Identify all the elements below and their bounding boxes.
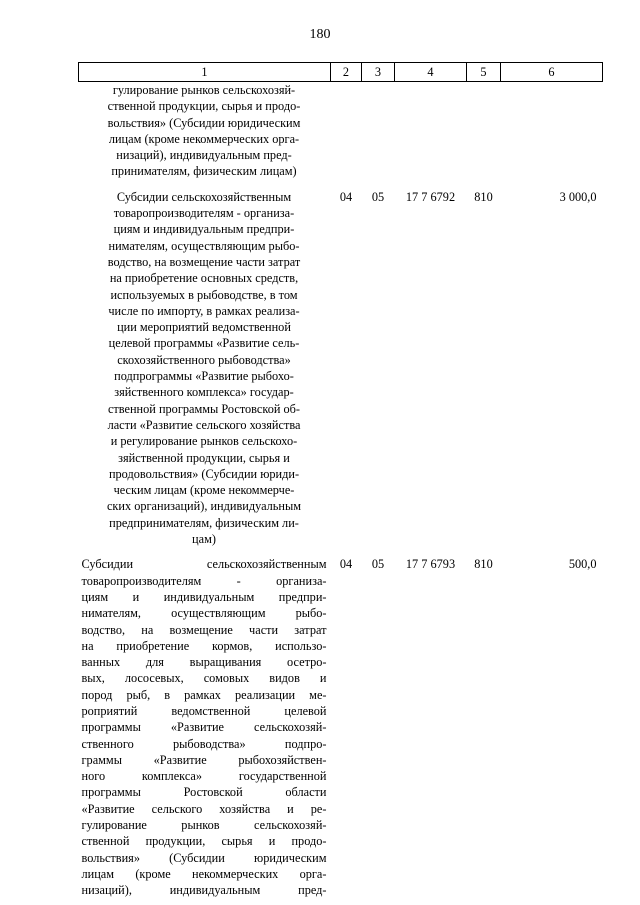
description-line: ских организаций), индивидуальным — [106, 499, 302, 514]
description-line: предпринимателям, физическим ли- — [109, 515, 299, 530]
description-line: Субсидии сельскохозяйственным — [116, 189, 292, 204]
description-line: «Развитие сельского хозяйства и ре- — [81, 801, 327, 816]
description-line: зяйственного комплекса» государ- — [114, 385, 294, 400]
row-section: 04 — [339, 189, 353, 204]
description-line: лицам (кроме некоммерческих орга- — [108, 131, 300, 146]
description-line: программы Ростовской области — [81, 785, 327, 800]
description-line: нимателям, осуществляющим рыбо- — [108, 238, 300, 253]
description-line: пород рыб, в рамках реализации ме- — [81, 687, 327, 702]
column-header-subsection: 3 — [362, 63, 395, 82]
row-description — [79, 556, 331, 898]
description-line: граммы «Развитие рыбохозяйствен- — [81, 752, 327, 767]
description-line: водство, на возмещение части затрат — [107, 254, 301, 269]
description-line: скохозяйственного рыбоводства» — [117, 352, 291, 367]
row-section: 04 — [339, 557, 353, 572]
description-line: целевой программы «Развитие сель- — [108, 336, 300, 351]
column-header-target: 4 — [395, 63, 467, 82]
description-line: товаропроизводителям - организа- — [81, 573, 327, 588]
column-header-amount: 6 — [501, 63, 603, 82]
row-amount: 3 000,0 — [559, 189, 597, 204]
description-line: и регулирование рынков сельскохо- — [110, 434, 298, 449]
description-line: лицам (кроме некоммерческих орга- — [81, 866, 327, 881]
description-line: гулирование рынков сельскохозяй- — [81, 818, 327, 833]
description-line: на приобретение основных средств, — [109, 271, 299, 286]
description-line: циям и индивидуальным предпри- — [113, 222, 295, 237]
description-line: низаций), индивидуальным пред- — [81, 883, 327, 898]
description-line: вольствия» (Субсидии юридическим — [81, 850, 327, 865]
description-line: товаропроизводителям - организа- — [113, 206, 295, 221]
description-line: ческим лицам (кроме некоммерче- — [113, 483, 295, 498]
table-row — [79, 556, 603, 898]
description-line: используемых в рыбоводстве, в том — [110, 287, 298, 302]
row-description — [79, 189, 331, 548]
description-line: нимателям, осуществляющим рыбо- — [81, 606, 327, 621]
table-row — [79, 82, 603, 180]
row-spacer — [79, 180, 603, 189]
description-line: цам) — [192, 532, 216, 547]
row-expense-type: 810 — [474, 557, 493, 572]
description-line: на приобретение кормов, использо- — [81, 638, 327, 653]
column-header-expense-type: 5 — [467, 63, 501, 82]
row-subsection: 05 — [371, 557, 385, 572]
description-line: роприятий ведомственной целевой — [81, 703, 327, 718]
description-line: вольствия» (Субсидии юридическим — [107, 115, 301, 130]
description-line: циям и индивидуальным предпри- — [81, 589, 327, 604]
description-line: ственного рыбоводства» подпро- — [81, 736, 327, 751]
column-header-description: 1 — [79, 63, 331, 82]
description-line: Субсидии сельскохозяйственным — [81, 557, 327, 572]
row-spacer — [79, 547, 603, 556]
row-target — [395, 82, 467, 180]
table-row — [79, 189, 603, 548]
column-header-section: 2 — [331, 63, 362, 82]
row-amount — [501, 82, 603, 180]
header-row — [79, 63, 603, 82]
description-line: программы «Развитие сельскохозяй- — [81, 720, 327, 735]
description-line: вых, лососевых, сомовых видов и — [81, 671, 327, 686]
description-line: низаций), индивидуальным пред- — [116, 148, 292, 163]
row-subsection — [362, 82, 395, 180]
row-amount: 500,0 — [568, 557, 597, 572]
description-line: зяйственной продукции, сырья и — [118, 450, 290, 465]
row-expense-type: 810 — [474, 189, 493, 204]
description-line: ласти «Развитие сельского хозяйства — [107, 417, 301, 432]
description-line: ственной продукции, сырья и продо- — [107, 99, 301, 114]
row-section — [331, 82, 362, 180]
description-line: ственной программы Ростовской об- — [107, 401, 301, 416]
description-line: ного комплекса» государственной — [81, 769, 327, 784]
description-line: гулирование рынков сельскохозяй- — [112, 83, 296, 97]
row-expense-type — [467, 82, 501, 180]
page-number: 180 — [309, 27, 331, 42]
description-line: водство, на возмещение части затрат — [81, 622, 327, 637]
row-subsection: 05 — [371, 189, 385, 204]
description-line: ственной продукции, сырья и продо- — [81, 834, 327, 849]
row-target: 17 7 6792 — [405, 189, 456, 204]
row-description — [79, 82, 331, 180]
description-line: принимателям, физическим лицам) — [111, 164, 297, 179]
budget-table — [78, 62, 603, 899]
description-line: ванных для выращивания осетро- — [81, 655, 327, 670]
description-line: подпрограммы «Развитие рыбохо- — [114, 369, 294, 384]
description-line: числе по импорту, в рамках реализа- — [108, 303, 300, 318]
description-line: ции мероприятий ведомственной — [117, 320, 291, 335]
row-target: 17 7 6793 — [405, 557, 456, 572]
description-line: продовольствия» (Субсидии юриди- — [108, 466, 300, 481]
